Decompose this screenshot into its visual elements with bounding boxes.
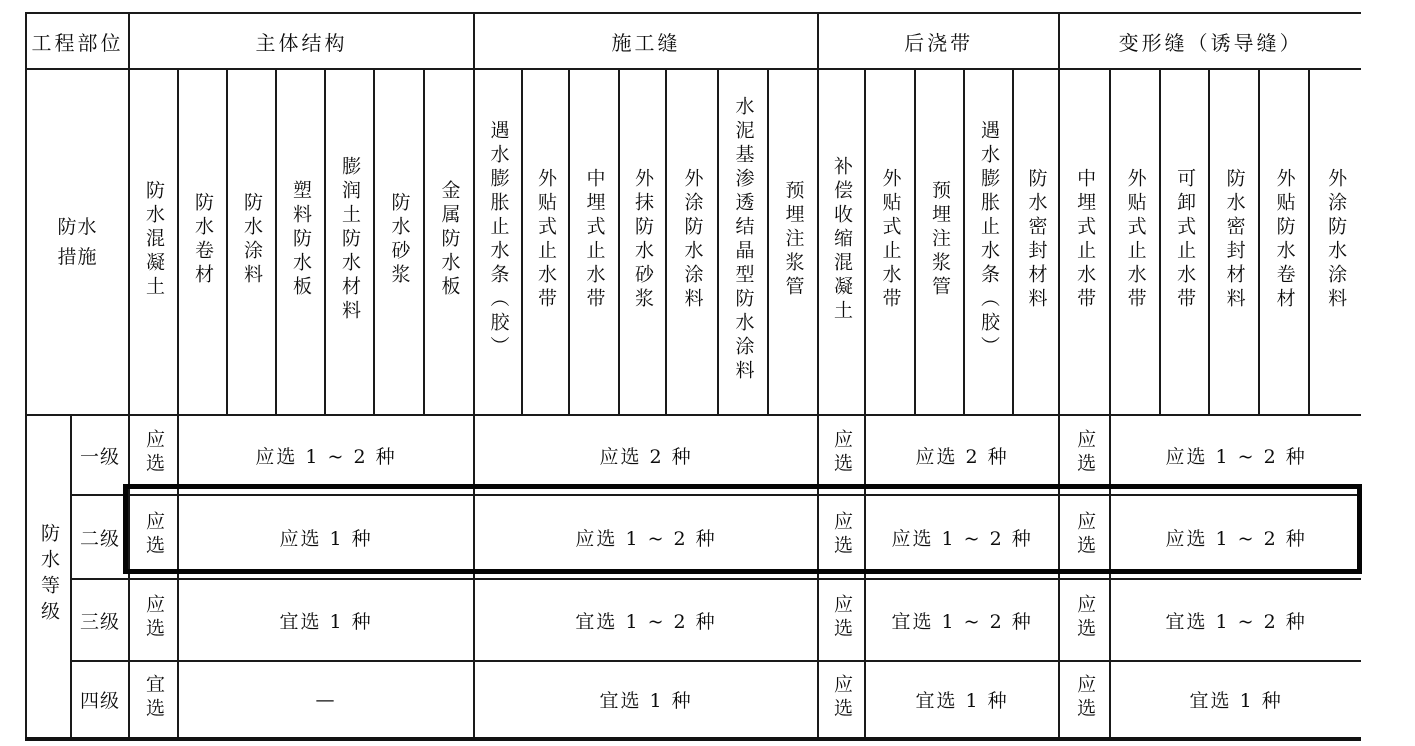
- cell-g4-ms-concrete-req: 宜选: [129, 661, 178, 739]
- cell-g4-pcs-concrete-req: 应选: [818, 661, 865, 739]
- cell-g3-dj-waterstop-req: 应选: [1059, 579, 1110, 661]
- measures-label-text: 防水措施: [57, 215, 98, 268]
- grade-label-4: 四级: [71, 661, 129, 739]
- cell-g3-pcs-concrete-req: 应选: [818, 579, 865, 661]
- cell-g4-dj-others: 宜选 1 种: [1110, 661, 1361, 739]
- cell-g3-cj: 宜选 1 ~ 2 种: [474, 579, 818, 661]
- grade-label-3: 三级: [71, 579, 129, 661]
- measure-cj-external-waterstop: 外贴式止水带: [522, 69, 569, 415]
- measure-dj-external-waterstop: 外贴式止水带: [1110, 69, 1160, 415]
- measure-ms-waterproof-concrete: 防水混凝土: [129, 69, 178, 415]
- cell-g2-dj-waterstop-req: 应选: [1059, 495, 1110, 579]
- measure-dj-external-membrane: 外贴防水卷材: [1259, 69, 1309, 415]
- measure-pcs-shrinkage-concrete: 补偿收缩混凝土: [818, 69, 865, 415]
- header-group-deformation-joint: 变形缝（诱导缝）: [1059, 13, 1361, 69]
- measure-cj-external-mortar: 外抹防水砂浆: [619, 69, 666, 415]
- measure-cj-crystalline-coating: 水泥基渗透结晶型防水涂料: [718, 69, 768, 415]
- measure-pcs-sealing-material: 防水密封材料: [1013, 69, 1059, 415]
- grade-row-1: [26, 415, 1361, 495]
- header-group-post-cast-strip: 后浇带: [818, 13, 1059, 69]
- measure-cj-swelling-waterstop-strip: 遇水膨胀止水条（胶）: [474, 69, 522, 415]
- cell-g4-cj: 宜选 1 种: [474, 661, 818, 739]
- grade-row-3: [26, 579, 1361, 661]
- measure-dj-embedded-waterstop: 中埋式止水带: [1059, 69, 1110, 415]
- cell-g2-ms-others: 应选 1 种: [178, 495, 474, 579]
- cell-g1-dj-others: 应选 1 ~ 2 种: [1110, 415, 1361, 495]
- grade-label-1: 一级: [71, 415, 129, 495]
- cell-g2-cj: 应选 1 ~ 2 种: [474, 495, 818, 579]
- grade-row-4: [26, 661, 1361, 739]
- measure-cj-grouting-pipe: 预埋注浆管: [768, 69, 818, 415]
- grade-label-2: 二级: [71, 495, 129, 579]
- grade-row-2: [26, 495, 1361, 579]
- cell-g2-pcs-concrete-req: 应选: [818, 495, 865, 579]
- measure-cj-external-coating: 外涂防水涂料: [666, 69, 718, 415]
- cell-g4-pcs-others: 宜选 1 种: [865, 661, 1059, 739]
- cell-g1-ms-others: 应选 1 ~ 2 种: [178, 415, 474, 495]
- cell-g3-ms-others: 宜选 1 种: [178, 579, 474, 661]
- cell-g1-ms-concrete-req: 应选: [129, 415, 178, 495]
- measure-dj-external-coating: 外涂防水涂料: [1309, 69, 1361, 415]
- header-project-part: 工程部位: [26, 13, 129, 69]
- cell-g2-dj-others: 应选 1 ~ 2 种: [1110, 495, 1361, 579]
- measure-ms-bentonite-material: 膨润土防水材料: [325, 69, 374, 415]
- measure-ms-plastic-board: 塑料防水板: [276, 69, 325, 415]
- measure-ms-waterproof-coating: 防水涂料: [227, 69, 276, 415]
- cell-g1-dj-waterstop-req: 应选: [1059, 415, 1110, 495]
- cell-g2-ms-concrete-req: 应选: [129, 495, 178, 579]
- cell-g1-pcs-others: 应选 2 种: [865, 415, 1059, 495]
- waterproofing-measures-table: [25, 12, 1361, 741]
- header-row-measures: [26, 69, 1361, 415]
- measure-ms-metal-board: 金属防水板: [424, 69, 474, 415]
- cell-g2-pcs-others: 应选 1 ~ 2 种: [865, 495, 1059, 579]
- cell-g3-ms-concrete-req: 应选: [129, 579, 178, 661]
- cell-g3-pcs-others: 宜选 1 ~ 2 种: [865, 579, 1059, 661]
- cell-g4-ms-others: —: [178, 661, 474, 739]
- cell-g3-dj-others: 宜选 1 ~ 2 种: [1110, 579, 1361, 661]
- header-measures-label: [26, 69, 129, 415]
- measure-pcs-grouting-pipe: 预埋注浆管: [915, 69, 964, 415]
- measure-pcs-external-waterstop: 外贴式止水带: [865, 69, 915, 415]
- header-row-groups: [26, 13, 1361, 69]
- grade-axis-label: 防水等级: [26, 415, 71, 739]
- measure-ms-waterproof-membrane: 防水卷材: [178, 69, 227, 415]
- measure-cj-embedded-waterstop: 中埋式止水带: [569, 69, 619, 415]
- header-group-construction-joint: 施工缝: [474, 13, 818, 69]
- cell-g1-pcs-concrete-req: 应选: [818, 415, 865, 495]
- measure-dj-sealing-material: 防水密封材料: [1209, 69, 1259, 415]
- header-group-main-structure: 主体结构: [129, 13, 474, 69]
- cell-g1-cj: 应选 2 种: [474, 415, 818, 495]
- measure-pcs-swelling-waterstop-strip: 遇水膨胀止水条（胶）: [964, 69, 1013, 415]
- measure-dj-removable-waterstop: 可卸式止水带: [1160, 69, 1209, 415]
- measure-ms-waterproof-mortar: 防水砂浆: [374, 69, 424, 415]
- cell-g4-dj-waterstop-req: 应选: [1059, 661, 1110, 739]
